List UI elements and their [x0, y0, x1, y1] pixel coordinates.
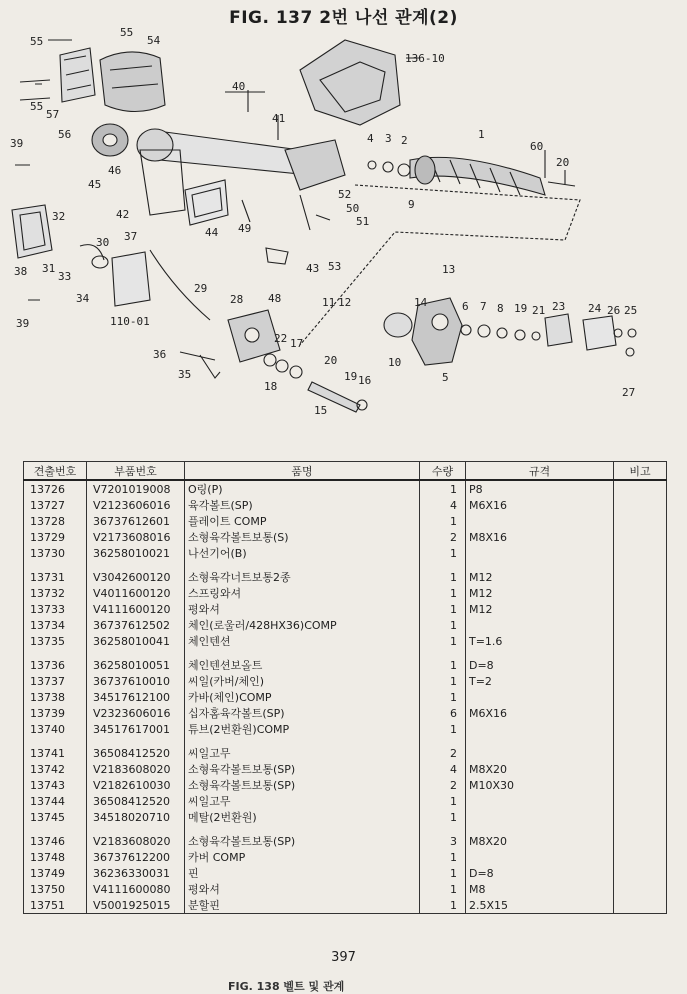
callout-40: 40	[232, 80, 246, 93]
callout-7: 7	[480, 300, 487, 313]
row-spec: M8X20	[466, 833, 614, 849]
table-row	[24, 585, 667, 601]
callout-17: 17	[290, 337, 304, 350]
row-key-no: 13742	[24, 761, 87, 777]
row-key-no: 13729	[24, 529, 87, 545]
row-spec	[466, 809, 614, 825]
row-remarks	[614, 545, 667, 561]
row-key-no: 13727	[24, 497, 87, 513]
header-key-no: 견출번호	[24, 462, 87, 481]
row-spec: M6X16	[466, 705, 614, 721]
table-row	[24, 480, 667, 497]
callout-55c: 55	[30, 100, 44, 113]
callout-53: 53	[328, 260, 342, 273]
row-part-name: 체인텐션보올트	[185, 657, 420, 673]
callout-54: 54	[147, 34, 161, 47]
row-spec	[466, 617, 614, 633]
table-row	[24, 545, 667, 561]
row-spec: M8X16	[466, 529, 614, 545]
row-part-no: V2183608020	[87, 833, 185, 849]
header-part-no: 부품번호	[87, 462, 185, 481]
row-key-no: 13734	[24, 617, 87, 633]
row-part-name: 씨일(카버/체인)	[185, 673, 420, 689]
spacer-cell	[466, 649, 614, 657]
row-remarks	[614, 513, 667, 529]
table-row	[24, 529, 667, 545]
row-part-name: 튜브(2번환원)COMP	[185, 721, 420, 737]
row-part-no: 36508412520	[87, 745, 185, 761]
row-spec: M12	[466, 585, 614, 601]
row-spec	[466, 545, 614, 561]
row-quantity: 3	[420, 833, 466, 849]
row-remarks	[614, 897, 667, 914]
row-remarks	[614, 601, 667, 617]
table-row	[24, 849, 667, 865]
row-quantity: 1	[420, 657, 466, 673]
callout-49: 49	[238, 222, 252, 235]
row-spec: M12	[466, 601, 614, 617]
spacer-cell	[185, 825, 420, 833]
callout-31: 31	[42, 262, 56, 275]
callout-32: 32	[52, 210, 66, 223]
spacer-cell	[87, 561, 185, 569]
table-row	[24, 777, 667, 793]
row-remarks	[614, 705, 667, 721]
callout-24: 24	[588, 302, 602, 315]
spacer-cell	[185, 561, 420, 569]
row-part-name: 소형육각볼트보통(S)	[185, 529, 420, 545]
table-row	[24, 705, 667, 721]
row-spec: 2.5X15	[466, 897, 614, 914]
spacer-cell	[24, 649, 87, 657]
row-spec	[466, 793, 614, 809]
row-quantity: 2	[420, 529, 466, 545]
row-key-no: 13737	[24, 673, 87, 689]
row-quantity: 1	[420, 480, 466, 497]
row-part-no: V2123606016	[87, 497, 185, 513]
row-key-no: 13746	[24, 833, 87, 849]
row-spec	[466, 849, 614, 865]
row-part-name: 소형육각볼트보통(SP)	[185, 833, 420, 849]
row-spec	[466, 689, 614, 705]
row-key-no: 13750	[24, 881, 87, 897]
row-spec: D=8	[466, 657, 614, 673]
header-remarks: 비고	[614, 462, 667, 481]
row-spec: M8X20	[466, 761, 614, 777]
row-quantity: 1	[420, 569, 466, 585]
table-row	[24, 881, 667, 897]
row-quantity: 1	[420, 673, 466, 689]
row-spec	[466, 513, 614, 529]
table-row	[24, 809, 667, 825]
parts-table	[23, 461, 667, 914]
row-quantity: 1	[420, 633, 466, 649]
parts-table-header	[24, 462, 667, 481]
row-key-no: 13749	[24, 865, 87, 881]
spacer-cell	[420, 561, 466, 569]
row-key-no: 13739	[24, 705, 87, 721]
row-remarks	[614, 585, 667, 601]
row-part-name: 분할핀	[185, 897, 420, 914]
table-row	[24, 657, 667, 673]
callout-39a: 39	[10, 137, 24, 150]
callout-45: 45	[88, 178, 102, 191]
table-row	[24, 865, 667, 881]
spacer-cell	[24, 825, 87, 833]
callout-2: 2	[401, 134, 408, 147]
row-part-no: V4111600120	[87, 601, 185, 617]
callout-60: 60	[530, 140, 544, 153]
row-part-name: 씨일고무	[185, 745, 420, 761]
table-row	[24, 721, 667, 737]
callout-43: 43	[306, 262, 320, 275]
row-remarks	[614, 793, 667, 809]
row-part-no: V3042600120	[87, 569, 185, 585]
callout-55b: 55	[120, 26, 134, 39]
row-spec: M8	[466, 881, 614, 897]
callout-37: 37	[124, 230, 138, 243]
row-remarks	[614, 689, 667, 705]
table-row	[24, 569, 667, 585]
row-quantity: 1	[420, 793, 466, 809]
row-part-name: 나선기어(B)	[185, 545, 420, 561]
row-key-no: 13735	[24, 633, 87, 649]
row-key-no: 13745	[24, 809, 87, 825]
next-page-title-cutoff: FIG. 138 벨트 및 관계	[228, 980, 345, 993]
row-spec: M6X16	[466, 497, 614, 513]
spacer-cell	[24, 561, 87, 569]
callout-3: 3	[385, 132, 392, 145]
spacer-cell	[185, 649, 420, 657]
row-quantity: 1	[420, 897, 466, 914]
callout-9: 9	[408, 198, 415, 211]
row-part-no: 36737612502	[87, 617, 185, 633]
callout-19b: 19	[344, 370, 358, 383]
callout-12: 12	[338, 296, 352, 309]
row-part-no: V2173608016	[87, 529, 185, 545]
group-spacer	[24, 649, 667, 657]
callout-52: 52	[338, 188, 352, 201]
row-part-no: V7201019008	[87, 480, 185, 497]
spacer-cell	[614, 561, 667, 569]
row-quantity: 1	[420, 809, 466, 825]
row-remarks	[614, 673, 667, 689]
row-part-no: 34517617001	[87, 721, 185, 737]
callout-19a: 19	[514, 302, 528, 315]
row-part-name: 평와셔	[185, 881, 420, 897]
group-spacer	[24, 737, 667, 745]
row-quantity: 1	[420, 881, 466, 897]
row-part-no: V2182610030	[87, 777, 185, 793]
row-key-no: 13744	[24, 793, 87, 809]
table-row	[24, 633, 667, 649]
spacer-cell	[614, 825, 667, 833]
row-remarks	[614, 617, 667, 633]
callout-25: 25	[624, 304, 638, 317]
spacer-cell	[87, 649, 185, 657]
callout-110-01: 110-01	[110, 315, 150, 328]
row-quantity: 1	[420, 721, 466, 737]
table-row	[24, 513, 667, 529]
row-part-no: V2323606016	[87, 705, 185, 721]
callout-51: 51	[356, 215, 370, 228]
callout-36: 36	[153, 348, 167, 361]
row-part-no: V4111600080	[87, 881, 185, 897]
row-remarks	[614, 881, 667, 897]
exploded-parts-diagram	[0, 0, 687, 440]
row-part-no: 36258010021	[87, 545, 185, 561]
row-remarks	[614, 497, 667, 513]
row-part-no: V5001925015	[87, 897, 185, 914]
row-quantity: 1	[420, 545, 466, 561]
row-quantity: 2	[420, 777, 466, 793]
row-quantity: 2	[420, 745, 466, 761]
header-quantity: 수량	[420, 462, 466, 481]
callout-30: 30	[96, 236, 110, 249]
row-quantity: 1	[420, 601, 466, 617]
spacer-cell	[87, 825, 185, 833]
row-part-no: V2183608020	[87, 761, 185, 777]
callout-29: 29	[194, 282, 208, 295]
row-remarks	[614, 721, 667, 737]
spacer-cell	[24, 737, 87, 745]
header-spec: 규격	[466, 462, 614, 481]
callout-44: 44	[205, 226, 219, 239]
row-part-name: 메탈(2번환원)	[185, 809, 420, 825]
spacer-cell	[420, 649, 466, 657]
row-quantity: 1	[420, 689, 466, 705]
page-title: FIG. 137 2번 나선 관계(2)	[229, 8, 458, 28]
row-spec: D=8	[466, 865, 614, 881]
callout-21: 21	[532, 304, 546, 317]
callout-57: 57	[46, 108, 60, 121]
row-remarks	[614, 633, 667, 649]
row-part-no: 36508412520	[87, 793, 185, 809]
row-part-name: O링(P)	[185, 480, 420, 497]
callout-48: 48	[268, 292, 282, 305]
row-remarks	[614, 480, 667, 497]
row-remarks	[614, 657, 667, 673]
page-number: 397	[331, 950, 356, 965]
row-part-name: 씨일고무	[185, 793, 420, 809]
row-key-no: 13743	[24, 777, 87, 793]
row-remarks	[614, 865, 667, 881]
row-part-no: V4011600120	[87, 585, 185, 601]
row-part-name: 소형육각볼트보통(SP)	[185, 761, 420, 777]
row-part-no: 36258010051	[87, 657, 185, 673]
row-part-no: 34517612100	[87, 689, 185, 705]
spacer-cell	[466, 737, 614, 745]
row-part-name: 평와셔	[185, 601, 420, 617]
row-spec	[466, 721, 614, 737]
row-quantity: 4	[420, 761, 466, 777]
callout-1: 1	[478, 128, 485, 141]
callout-50: 50	[346, 202, 360, 215]
row-key-no: 13736	[24, 657, 87, 673]
row-part-no: 34518020710	[87, 809, 185, 825]
table-row	[24, 497, 667, 513]
row-part-no: 36737610010	[87, 673, 185, 689]
row-key-no: 13730	[24, 545, 87, 561]
row-part-name: 체인(로울러/428HX36)COMP	[185, 617, 420, 633]
callout-16: 16	[358, 374, 372, 387]
row-remarks	[614, 777, 667, 793]
row-key-no: 13726	[24, 480, 87, 497]
table-row	[24, 897, 667, 914]
row-key-no: 13751	[24, 897, 87, 914]
callout-27: 27	[622, 386, 636, 399]
callout-56: 56	[58, 128, 72, 141]
parts-table-body	[24, 480, 667, 914]
row-quantity: 1	[420, 617, 466, 633]
row-quantity: 1	[420, 513, 466, 529]
spacer-cell	[185, 737, 420, 745]
callout-8: 8	[497, 302, 504, 315]
row-key-no: 13741	[24, 745, 87, 761]
row-part-name: 핀	[185, 865, 420, 881]
row-key-no: 13731	[24, 569, 87, 585]
callout-20b: 20	[324, 354, 338, 367]
callout-5: 5	[442, 371, 449, 384]
row-remarks	[614, 809, 667, 825]
callout-38: 38	[14, 265, 28, 278]
callout-18: 18	[264, 380, 278, 393]
callout-46: 46	[108, 164, 122, 177]
row-remarks	[614, 849, 667, 865]
table-row	[24, 833, 667, 849]
table-row	[24, 689, 667, 705]
spacer-cell	[466, 561, 614, 569]
row-remarks	[614, 569, 667, 585]
row-part-name: 카버 COMP	[185, 849, 420, 865]
spacer-cell	[420, 825, 466, 833]
row-spec: M10X30	[466, 777, 614, 793]
row-part-name: 십자홈육각볼트(SP)	[185, 705, 420, 721]
callout-14: 14	[414, 296, 428, 309]
callout-55a: 55	[30, 35, 44, 48]
spacer-cell	[87, 737, 185, 745]
row-part-no: 36737612601	[87, 513, 185, 529]
row-part-no: 36236330031	[87, 865, 185, 881]
table-row	[24, 601, 667, 617]
table-row	[24, 761, 667, 777]
group-spacer	[24, 561, 667, 569]
callout-10: 10	[388, 356, 402, 369]
row-quantity: 1	[420, 865, 466, 881]
row-remarks	[614, 529, 667, 545]
table-row	[24, 793, 667, 809]
table-row	[24, 745, 667, 761]
callout-136-10: 136-10	[405, 52, 445, 65]
row-part-name: 카바(체인)COMP	[185, 689, 420, 705]
row-quantity: 4	[420, 497, 466, 513]
row-key-no: 13748	[24, 849, 87, 865]
spacer-cell	[614, 737, 667, 745]
row-key-no: 13732	[24, 585, 87, 601]
row-part-no: 36258010041	[87, 633, 185, 649]
row-spec: P8	[466, 480, 614, 497]
row-part-name: 소형육각너트보통2종	[185, 569, 420, 585]
row-quantity: 6	[420, 705, 466, 721]
header-part-name: 품명	[185, 462, 420, 481]
row-key-no: 13728	[24, 513, 87, 529]
row-remarks	[614, 833, 667, 849]
callout-34: 34	[76, 292, 90, 305]
row-remarks	[614, 761, 667, 777]
callout-42: 42	[116, 208, 130, 221]
row-part-name: 소형육각볼트보통(SP)	[185, 777, 420, 793]
row-quantity: 1	[420, 585, 466, 601]
row-key-no: 13740	[24, 721, 87, 737]
table-row	[24, 673, 667, 689]
callout-6: 6	[462, 300, 469, 313]
callout-39b: 39	[16, 317, 30, 330]
callout-22: 22	[274, 332, 288, 345]
callout-33: 33	[58, 270, 72, 283]
row-key-no: 13733	[24, 601, 87, 617]
row-spec	[466, 745, 614, 761]
row-quantity: 1	[420, 849, 466, 865]
callout-35: 35	[178, 368, 192, 381]
spacer-cell	[614, 649, 667, 657]
row-remarks	[614, 745, 667, 761]
group-spacer	[24, 825, 667, 833]
row-part-name: 육각볼트(SP)	[185, 497, 420, 513]
callout-15: 15	[314, 404, 328, 417]
row-spec: T=1.6	[466, 633, 614, 649]
callout-20a: 20	[556, 156, 570, 169]
callout-28: 28	[230, 293, 244, 306]
row-spec: T=2	[466, 673, 614, 689]
callout-11: 11	[322, 296, 336, 309]
row-part-name: 체인텐션	[185, 633, 420, 649]
row-key-no: 13738	[24, 689, 87, 705]
row-spec: M12	[466, 569, 614, 585]
row-part-name: 플레이트 COMP	[185, 513, 420, 529]
callout-41: 41	[272, 112, 286, 125]
callout-13: 13	[442, 263, 456, 276]
callout-26: 26	[607, 304, 621, 317]
table-row	[24, 617, 667, 633]
row-part-no: 36737612200	[87, 849, 185, 865]
spacer-cell	[420, 737, 466, 745]
row-part-name: 스프링와셔	[185, 585, 420, 601]
callout-23: 23	[552, 300, 566, 313]
spacer-cell	[466, 825, 614, 833]
callout-4: 4	[367, 132, 374, 145]
